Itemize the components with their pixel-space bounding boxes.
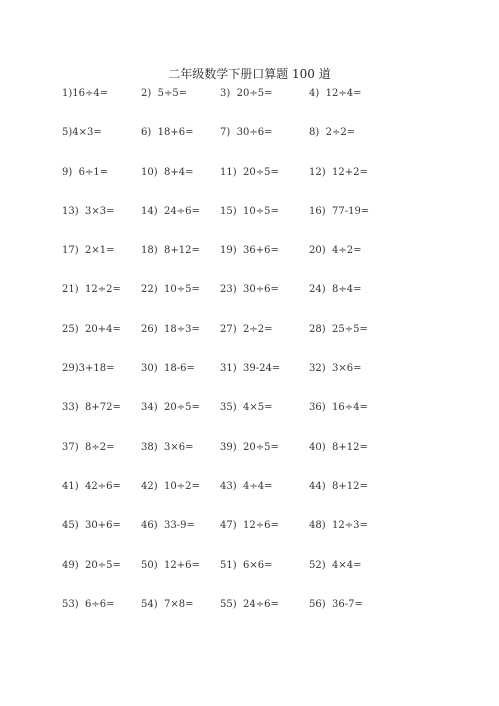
- problem-item: 29)3+18=: [62, 363, 115, 375]
- problem-row: [0, 402, 499, 441]
- problem-item: 34) 20÷5=: [141, 402, 200, 414]
- problem-item: 31) 39-24=: [220, 363, 281, 375]
- problem-item: 21) 12÷2=: [62, 284, 121, 296]
- problem-item: 51) 6×6=: [220, 559, 273, 571]
- problem-item: 55) 24÷6=: [220, 598, 279, 610]
- problem-item: 54) 7×8=: [141, 598, 194, 610]
- problem-item: 19) 36+6=: [220, 245, 279, 257]
- problem-grid: [0, 88, 499, 638]
- problem-item: 20) 4÷2=: [309, 245, 362, 257]
- problem-item: 40) 8+12=: [309, 441, 368, 453]
- problem-row: [0, 324, 499, 363]
- problem-item: 17) 2×1=: [62, 245, 115, 257]
- problem-item: 4) 12÷4=: [309, 88, 362, 99]
- problem-item: 36) 16÷4=: [309, 402, 368, 414]
- problem-item: 6) 18+6=: [141, 127, 194, 139]
- problem-item: 56) 36-7=: [309, 598, 363, 610]
- problem-row: [0, 442, 499, 481]
- problem-item: 47) 12÷6=: [220, 520, 279, 532]
- problem-item: 5)4×3=: [62, 127, 102, 139]
- problem-item: 18) 8+12=: [141, 245, 200, 257]
- problem-item: 52) 4×4=: [309, 559, 362, 571]
- problem-item: 26) 18÷3=: [141, 323, 200, 335]
- problem-item: 7) 30÷6=: [220, 127, 273, 139]
- problem-item: 28) 25÷5=: [309, 323, 368, 335]
- problem-item: 12) 12+2=: [309, 166, 368, 178]
- problem-item: 35) 4×5=: [220, 402, 273, 414]
- problem-row: [0, 363, 499, 402]
- problem-item: 42) 10÷2=: [141, 480, 200, 492]
- problem-item: 8) 2÷2=: [309, 127, 356, 139]
- problem-item: 10) 8+4=: [141, 166, 194, 178]
- problem-row: [0, 88, 499, 127]
- problem-item: 38) 3×6=: [141, 441, 194, 453]
- problem-item: 50) 12+6=: [141, 559, 200, 571]
- problem-item: 3) 20÷5=: [220, 88, 273, 99]
- problem-row: [0, 599, 499, 638]
- problem-item: 44) 8+12=: [309, 480, 368, 492]
- problem-item: 32) 3×6=: [309, 363, 362, 375]
- problem-item: 13) 3×3=: [62, 205, 115, 217]
- problem-item: 15) 10÷5=: [220, 205, 279, 217]
- problem-item: 22) 10÷5=: [141, 284, 200, 296]
- problem-item: 45) 30+6=: [62, 520, 121, 532]
- problem-item: 24) 8÷4=: [309, 284, 362, 296]
- problem-item: 43) 4÷4=: [220, 480, 273, 492]
- problem-item: 23) 30÷6=: [220, 284, 279, 296]
- problem-item: 27) 2÷2=: [220, 323, 273, 335]
- problem-item: 33) 8+72=: [62, 402, 121, 414]
- problem-item: 9) 6÷1=: [62, 166, 109, 178]
- problem-row: [0, 520, 499, 559]
- problem-row: [0, 167, 499, 206]
- problem-item: 53) 6÷6=: [62, 598, 115, 610]
- problem-item: 2) 5÷5=: [141, 88, 188, 99]
- problem-item: 48) 12÷3=: [309, 520, 368, 532]
- problem-item: 41) 42÷6=: [62, 480, 121, 492]
- problem-row: [0, 481, 499, 520]
- problem-item: 14) 24÷6=: [141, 205, 200, 217]
- problem-item: 46) 33-9=: [141, 520, 195, 532]
- problem-item: 30) 18-6=: [141, 363, 195, 375]
- page-title: 二年级数学下册口算题 100 道: [168, 67, 331, 81]
- problem-item: 37) 8÷2=: [62, 441, 115, 453]
- problem-row: [0, 127, 499, 166]
- problem-row: [0, 245, 499, 284]
- problem-item: 1)16÷4=: [62, 88, 109, 99]
- problem-item: 49) 20÷5=: [62, 559, 121, 571]
- problem-item: 16) 77-19=: [309, 205, 370, 217]
- problem-row: [0, 560, 499, 599]
- problem-item: 25) 20+4=: [62, 323, 121, 335]
- problem-row: [0, 206, 499, 245]
- problem-row: [0, 284, 499, 323]
- problem-item: 11) 20÷5=: [220, 166, 279, 178]
- problem-item: 39) 20÷5=: [220, 441, 279, 453]
